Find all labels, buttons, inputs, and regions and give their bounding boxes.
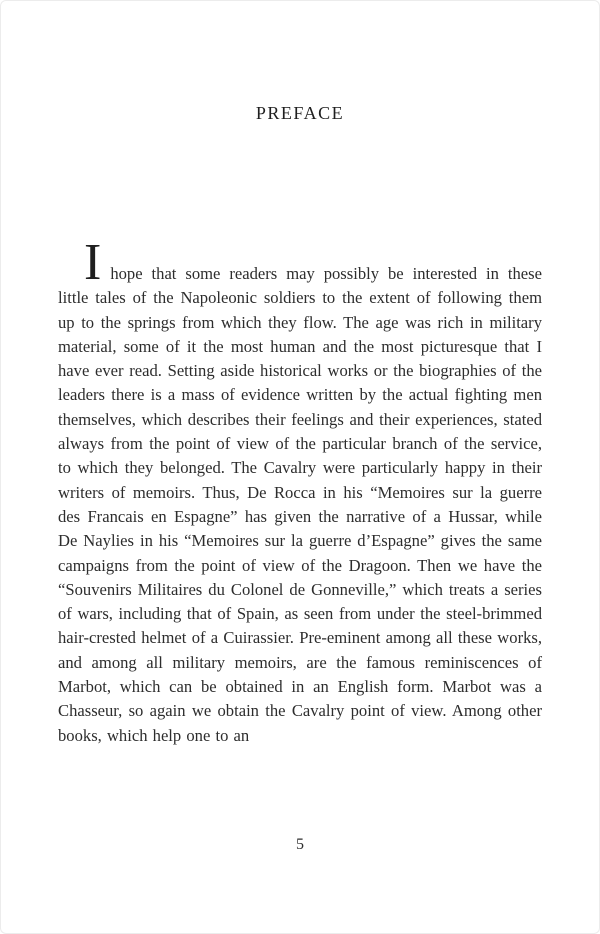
body-text: hope that some readers may possibly be interested in these little tales of the Napoleonic soldiers to the extent of following them up to the springs from which they flow. The age was rich in military material, some of it the most human and the most picturesque that I have ever read. Setting aside historical works or the biographies of the leaders there is a mass of evidence written by the actual fighting men themselves, which describes their feelings and their experiences, stated always from the point of view of the particular branch of the service, to which they belonged. The Cavalry were particularly happy in their writers of memoirs. Thus, De Rocca in his “Memoires sur la guerre des Francais en Espagne” has given the narrative of a Hussar, while De Naylies in his “Memoires sur la guerre d’Espagne” gives the same campaigns from the point of view of the Dragoon. Then we have the “Souvenirs Militaires du Colonel de Gonneville,” which treats a series of wars, including that of Spain, as seen from under the steel-brimmed hair-crested helmet of a Cuirassier. Pre-eminent among all these works, and among all military memoirs, are the famous reminiscences of Marbot, which can be obtained in an English form. Marbot was a Chasseur, so again we obtain the Cavalry point of view. Among other books, which help one to an (58, 264, 542, 745)
drop-cap-initial: I (84, 234, 102, 291)
page-number: 5 (296, 836, 304, 853)
body-paragraph (58, 234, 542, 748)
chapter-title: PREFACE (255, 103, 345, 123)
